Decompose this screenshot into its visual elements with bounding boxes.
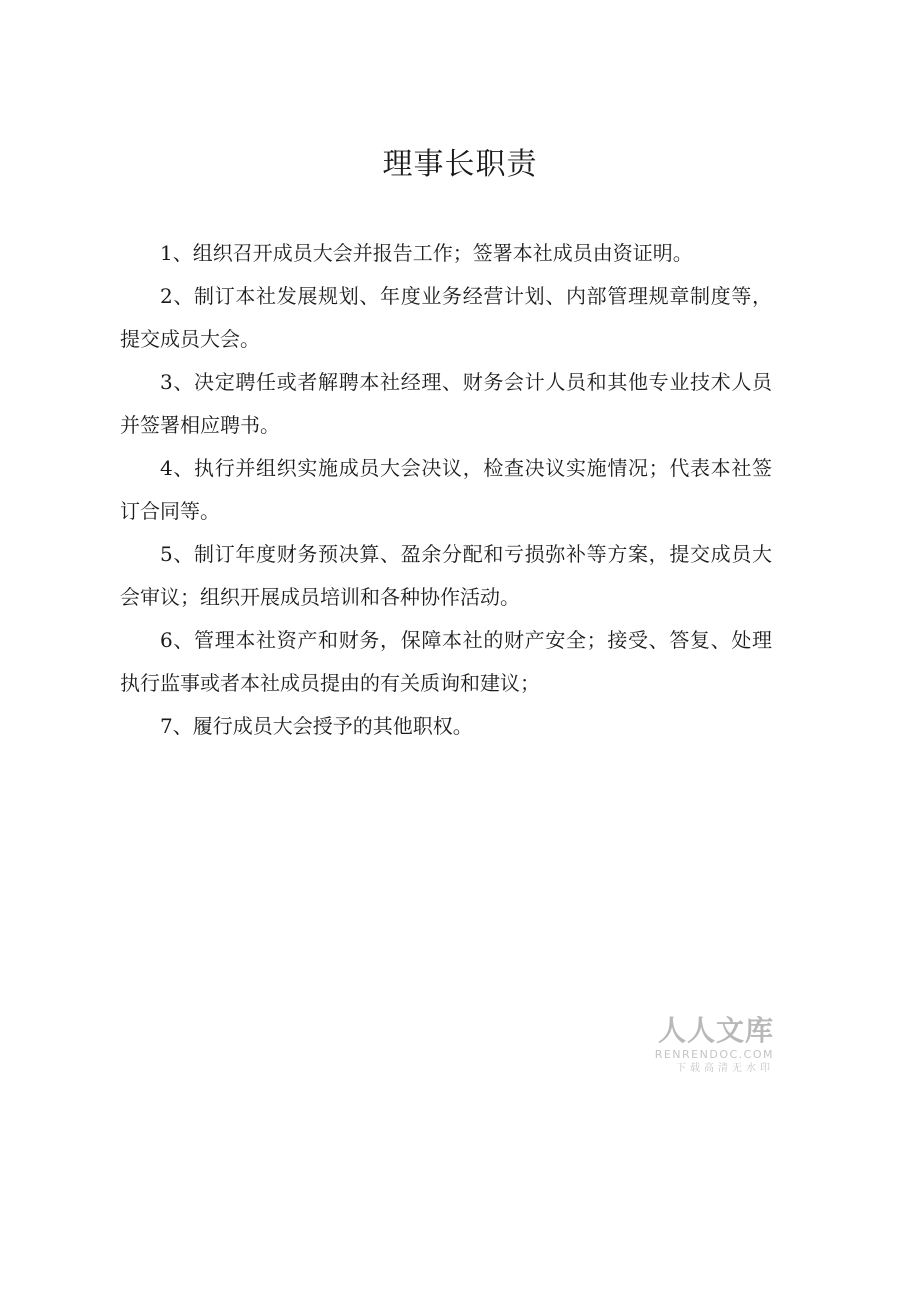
paragraph-3: 3、决定聘任或者解聘本社经理、财务会计人员和其他专业技术人员并签署相应聘书。 bbox=[120, 370, 772, 437]
paragraph-7: 7、履行成员大会授予的其他职权。 bbox=[160, 714, 473, 738]
paragraph-6: 6、管理本社资产和财务，保障本社的财产安全；接受、答复、处理执行监事或者本社成员提由的有关质询和建议； bbox=[120, 628, 772, 695]
watermark-domain: RENRENDOC.COM bbox=[654, 1048, 774, 1061]
paragraph-5: 5、制订年度财务预决算、盈余分配和亏损弥补等方案，提交成员大会审议；组织开展成员培训和各种协作活动。 bbox=[120, 542, 772, 609]
watermark-slogan: 下载高清无水印 bbox=[676, 1063, 774, 1074]
paragraph-2: 2、制订本社发展规划、年度业务经营计划、内部管理规章制度等，提交成员大会。 bbox=[120, 284, 772, 351]
watermark-logo bbox=[640, 1015, 774, 1076]
paragraph-1: 1、组织召开成员大会并报告工作；签署本社成员由资证明。 bbox=[160, 241, 693, 265]
watermark-brand: 人人文库 bbox=[657, 1014, 774, 1047]
document-body bbox=[120, 232, 772, 748]
document-title: 理事长职责 bbox=[382, 147, 538, 182]
paragraph-4: 4、执行并组织实施成员大会决议，检查决议实施情况；代表本社签订合同等。 bbox=[120, 456, 772, 523]
